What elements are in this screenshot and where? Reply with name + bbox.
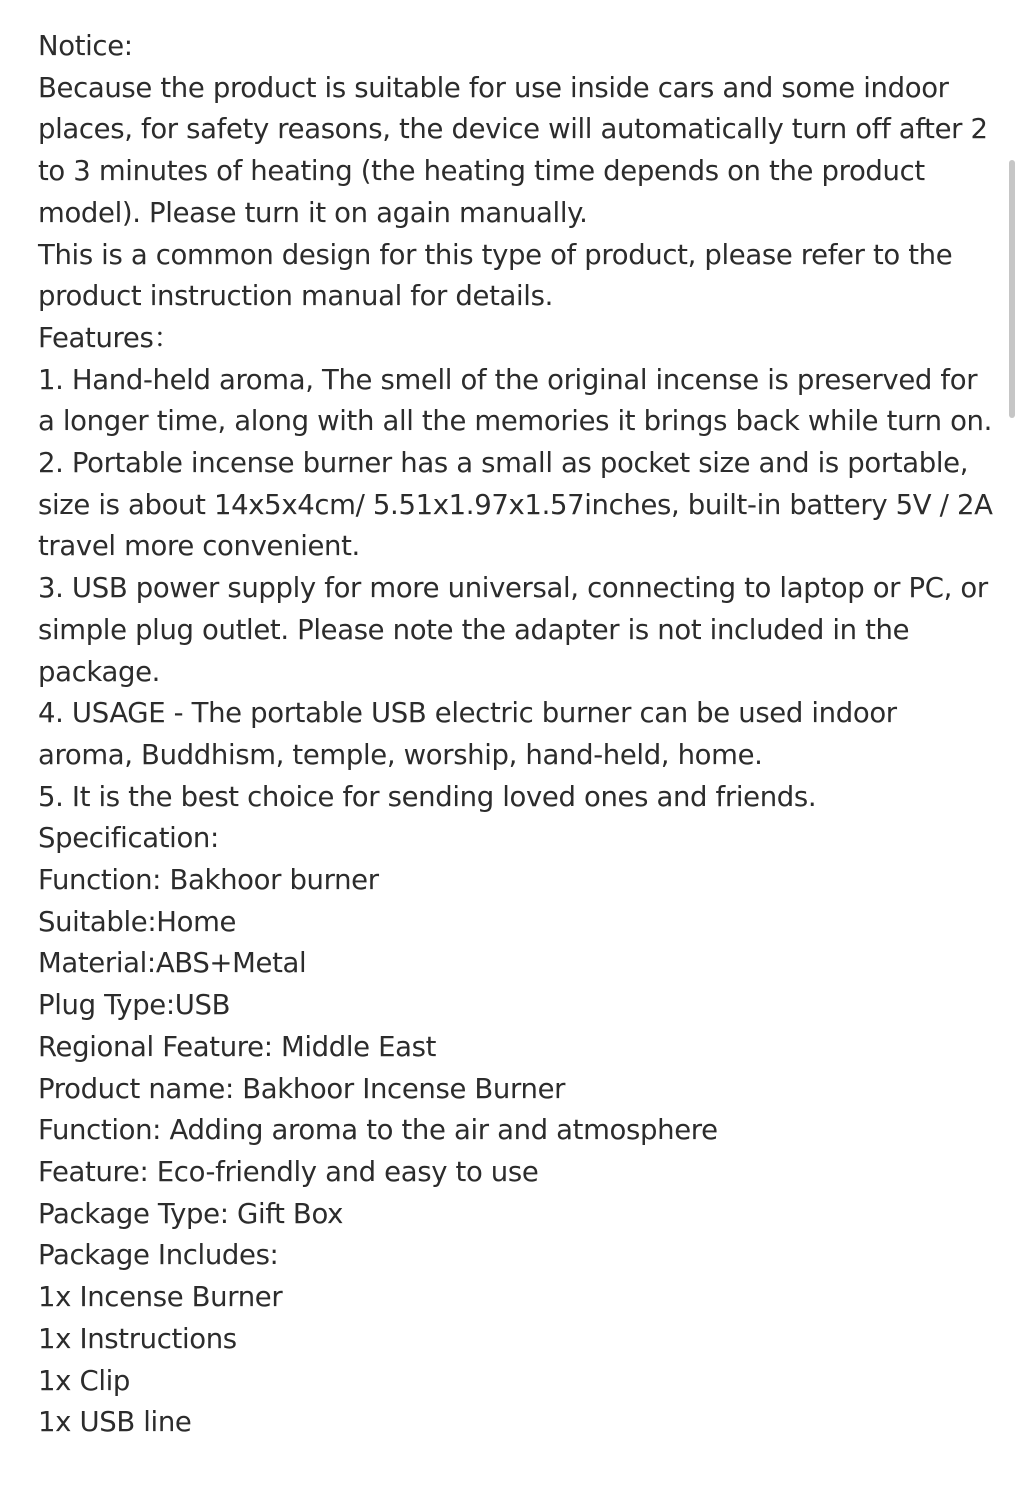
feature-item-4: 4. USAGE - The portable USB electric burner can be used indoor aroma, Buddhism, temple, worship, hand-held, home.	[38, 697, 897, 771]
features-heading: Features：	[38, 321, 181, 354]
spec-regional-feature: Regional Feature: Middle East	[38, 1030, 437, 1063]
product-description	[38, 26, 998, 1444]
notice-heading: Notice:	[38, 30, 133, 62]
spec-package-type: Package Type: Gift Box	[38, 1197, 343, 1230]
spec-suitable: Suitable:Home	[38, 905, 237, 938]
spec-material: Material:ABS+Metal	[38, 947, 307, 980]
spec-product-name: Product name: Bakhoor Incense Burner	[38, 1072, 566, 1105]
notice-note: This is a common design for this type of product, please refer to the product instruction manual for details.	[38, 238, 953, 313]
spec-function: Function: Bakhoor burner	[38, 864, 379, 897]
package-item: 1x Instructions	[38, 1322, 237, 1355]
package-item: 1x Incense Burner	[38, 1281, 283, 1314]
specification-heading: Specification:	[38, 822, 219, 855]
feature-item-2: 2. Portable incense burner has a small as pocket size and is portable, size is about 14x5x4cm/ 5.51x1.97x1.57inches, built-in battery 5V / 2A travel more convenient.	[38, 447, 993, 563]
feature-item-1: 1. Hand-held aroma, The smell of the original incense is preserved for a longer time, along with all the memories it brings back while turn on.	[38, 363, 993, 438]
spec-function-detail: Function: Adding aroma to the air and atmosphere	[38, 1114, 718, 1147]
spec-feature: Feature: Eco-friendly and easy to use	[38, 1155, 539, 1188]
package-item: 1x Clip	[38, 1364, 131, 1397]
feature-item-5: 5. It is the best choice for sending loved ones and friends.	[38, 780, 817, 813]
feature-item-3: 3. USB power supply for more universal, connecting to laptop or PC, or simple plug outlet. Please note the adapter is not included in the package.	[38, 572, 988, 688]
package-includes-heading: Package Includes:	[38, 1239, 279, 1272]
notice-text: Because the product is suitable for use inside cars and some indoor places, for safety reasons, the device will automatically turn off after 2 to 3 minutes of heating (the heating time depends on the product model). Please turn it on again manually.	[38, 71, 988, 229]
package-item: 1x USB line	[38, 1406, 192, 1439]
vertical-scrollbar[interactable]	[1009, 160, 1015, 418]
spec-plug-type: Plug Type:USB	[38, 989, 231, 1022]
